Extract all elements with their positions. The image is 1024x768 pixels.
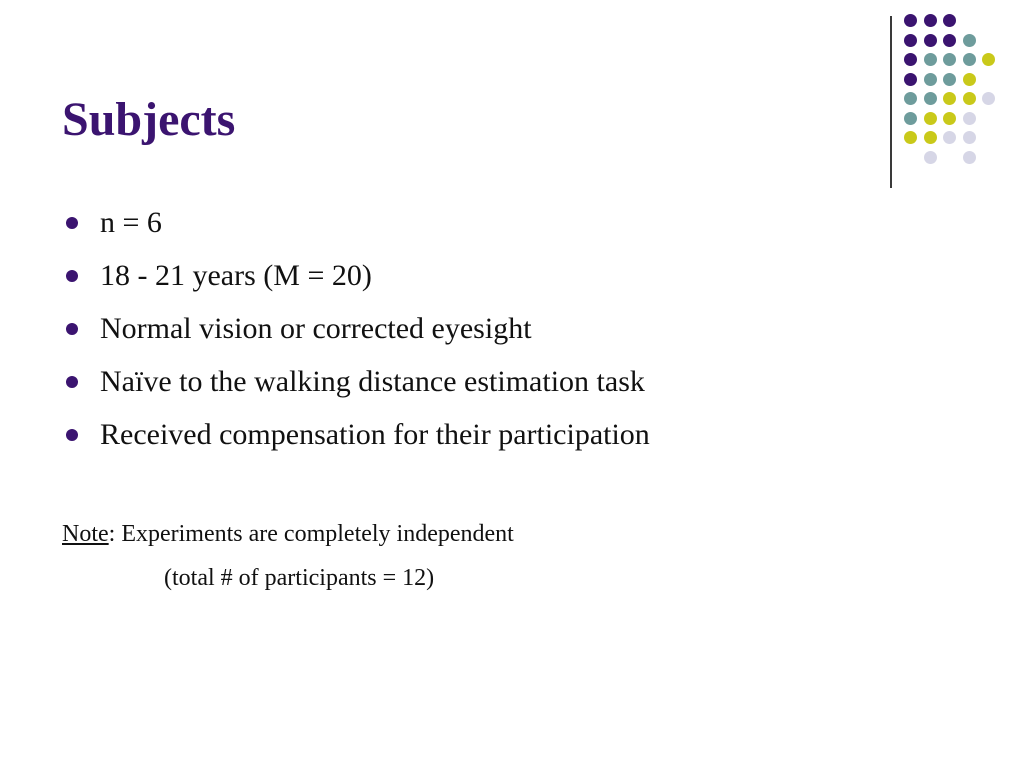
decorative-dot [963, 112, 976, 125]
bullet-text: Received compensation for their participation [100, 418, 650, 451]
decorative-dot [904, 14, 917, 27]
decorative-dot [963, 92, 976, 105]
note-subtext: (total # of participants = 12) [164, 565, 435, 591]
bullet-item [62, 408, 650, 461]
note-text: : Experiments are completely independent [108, 521, 514, 547]
decorative-dot [963, 53, 976, 66]
decorative-dot [924, 53, 937, 66]
bullet-icon [66, 270, 78, 282]
bullet-item [62, 302, 650, 355]
decorative-dot [943, 131, 956, 144]
bullet-text: n = 6 [100, 206, 162, 239]
decorative-dot [963, 34, 976, 47]
decorative-dot [924, 73, 937, 86]
decorative-dot [904, 131, 917, 144]
decorative-dot [924, 131, 937, 144]
bullet-icon [66, 429, 78, 441]
divider-line [890, 16, 892, 188]
decorative-dot [904, 53, 917, 66]
decorative-dot [963, 131, 976, 144]
bullet-text: Normal vision or corrected eyesight [100, 312, 532, 345]
note-line [62, 516, 514, 552]
decorative-dot [963, 73, 976, 86]
decorative-dot [943, 73, 956, 86]
decorative-dot [982, 53, 995, 66]
decorative-dot [904, 73, 917, 86]
bullet-list [62, 196, 650, 461]
decorative-dot [924, 112, 937, 125]
bullet-text: 18 - 21 years (M = 20) [100, 259, 372, 292]
decorative-dot [943, 112, 956, 125]
decorative-dot [943, 34, 956, 47]
decorative-dot [963, 151, 976, 164]
decorative-dot [943, 53, 956, 66]
decorative-dot-grid [904, 14, 1014, 174]
decorative-dot [904, 34, 917, 47]
decorative-dot [924, 34, 937, 47]
decorative-dot [904, 112, 917, 125]
bullet-text: Naïve to the walking distance estimation task [100, 365, 645, 398]
bullet-icon [66, 376, 78, 388]
decorative-dot [924, 92, 937, 105]
decorative-dot [943, 14, 956, 27]
bullet-icon [66, 323, 78, 335]
decorative-dot [982, 92, 995, 105]
decorative-dot [943, 92, 956, 105]
decorative-dot [924, 14, 937, 27]
bullet-item [62, 249, 650, 302]
decorative-dot [924, 151, 937, 164]
slide-title: Subjects [62, 93, 236, 146]
note-label: Note [62, 521, 109, 547]
decorative-dot [904, 92, 917, 105]
bullet-item [62, 355, 650, 408]
bullet-item [62, 196, 650, 249]
bullet-icon [66, 217, 78, 229]
